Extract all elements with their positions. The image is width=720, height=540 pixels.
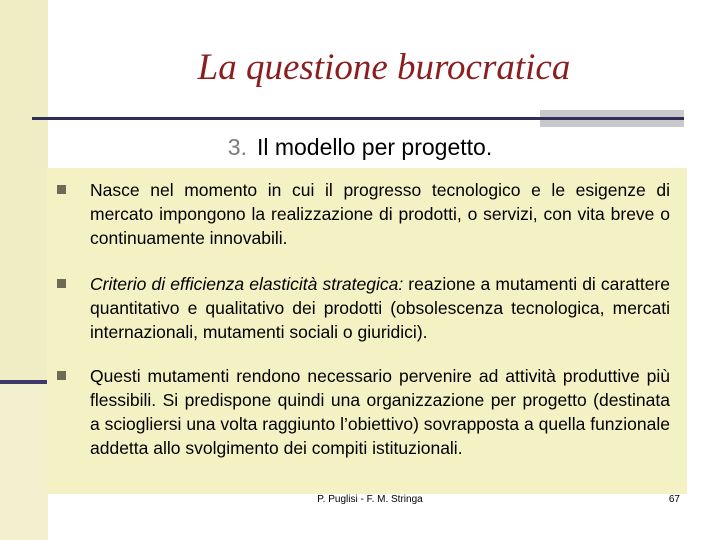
bullet-text: [90, 178, 670, 250]
bullet-text-lead: Criterio di efficienza elasticità strategica:: [90, 274, 404, 294]
left-accent-bar: [0, 380, 48, 384]
bullet-text-body: reazione a mutamenti di carattere quantitativo e qualitativo dei prodotti (obsolescenza tecnologica, mercati internazionali, mutamenti sociali o giuridici).: [90, 274, 670, 342]
slide-subtitle: [0, 134, 720, 161]
page-number: 67: [668, 494, 680, 505]
left-decorative-band-lower: [0, 380, 48, 540]
bullet-text: [90, 272, 670, 344]
bullet-text-body: Nasce nel momento in cui il progresso tecnologico e le esigenze di mercato impongono la realizzazione di prodotti, o servizi, con vita breve o continuamente innovabili.: [90, 180, 670, 248]
content-box: [47, 168, 687, 494]
footer-author: P. Puglisi - F. M. Stringa: [317, 494, 423, 505]
slide-title: La questione burocratica: [197, 47, 571, 88]
square-bullet-icon: [57, 279, 66, 288]
bullet-text: [90, 364, 670, 460]
bullet-text-body: Questi mutamenti rendono necessario pervenire ad attività produttive più flessibili. Si predispone quindi una organizzazione per progetto (destinata a sciogliersi una volta raggiunto l’obiettivo) sovrapposta a quella funzionale addetta allo svolgimento dei compiti istituzionali.: [90, 366, 670, 458]
subtitle-number: 3.: [227, 134, 247, 160]
square-bullet-icon: [57, 371, 66, 380]
title-rule: [32, 117, 684, 120]
square-bullet-icon: [57, 185, 66, 194]
subtitle-text: Il modello per progetto.: [256, 134, 493, 160]
